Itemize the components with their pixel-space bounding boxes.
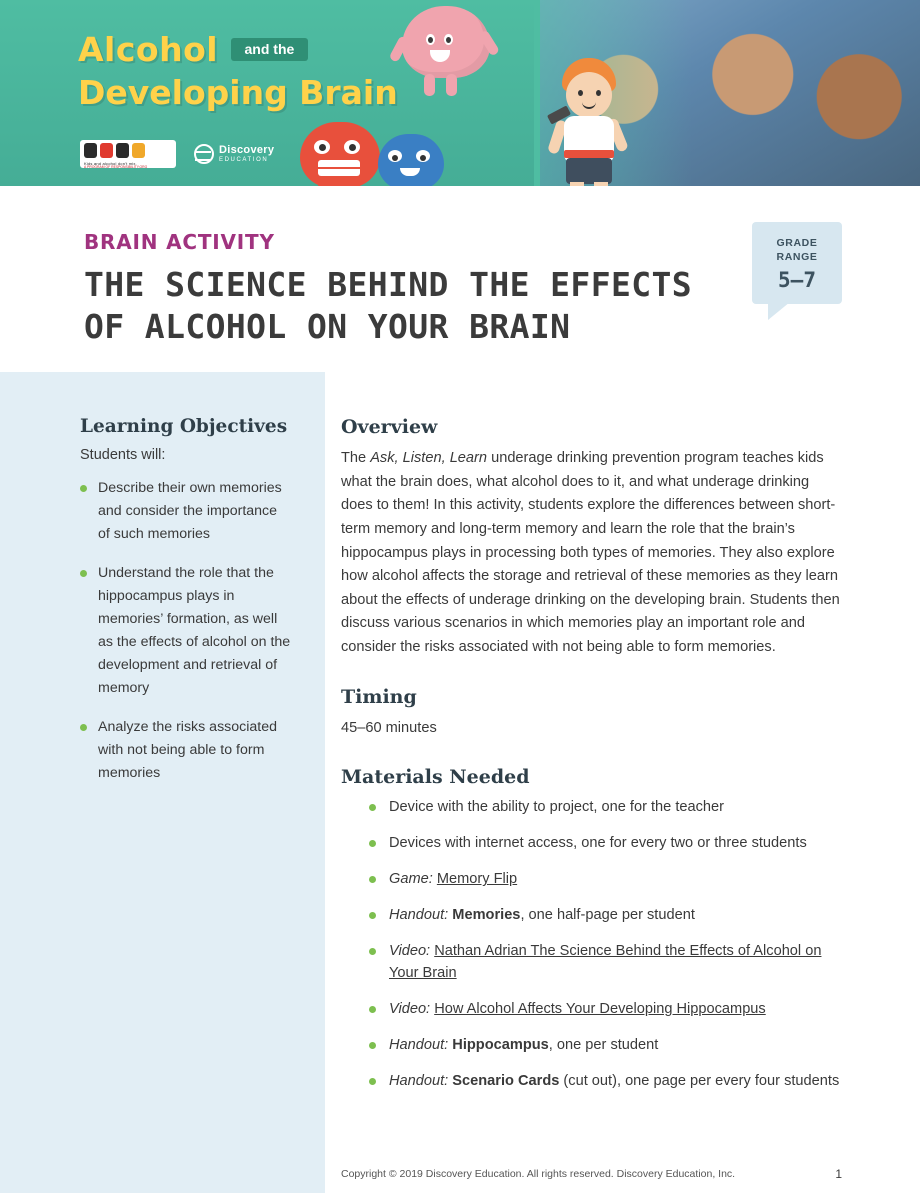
overview-paragraph — [341, 447, 842, 660]
main-column — [325, 372, 920, 1193]
list-item — [369, 941, 842, 985]
logo-caption: Kids and alcohol don't mix. — [84, 161, 137, 166]
brain-leg-left — [424, 74, 435, 96]
blue-eye-left — [388, 150, 402, 162]
list-item — [369, 833, 842, 855]
banner-logos — [80, 140, 274, 168]
banner-title-badge-andthe: and the — [231, 38, 309, 61]
material-text: Devices with internet access, one for every two or three students — [389, 835, 807, 852]
sidebar-heading: Learning Objectives — [80, 416, 288, 437]
list-item — [369, 797, 842, 819]
boy-eye-left — [578, 90, 583, 96]
material-label: Game: — [389, 871, 433, 888]
blue-blob-character-illustration — [378, 134, 444, 186]
brain-character-illustration — [388, 6, 506, 102]
material-label: Handout: — [389, 1036, 449, 1053]
section-eyebrow: BRAIN ACTIVITY — [84, 230, 275, 254]
overview-program-name: Ask, Listen, Learn — [370, 450, 488, 466]
material-name: Scenario Cards — [452, 1072, 560, 1089]
red-mouth — [318, 160, 360, 176]
material-link[interactable]: How Alcohol Affects Your Developing Hippocampus — [434, 1000, 766, 1017]
material-name: Hippocampus — [452, 1036, 549, 1053]
red-blob-character-illustration — [300, 122, 380, 186]
overview-text-part1: The — [341, 450, 371, 466]
materials-heading: Materials Needed — [341, 766, 530, 789]
timing-value: 45–60 minutes — [341, 719, 437, 736]
timing-heading: Timing — [341, 685, 417, 708]
materials-list — [341, 797, 842, 1092]
banner-title-word-alcohol: Alcohol — [78, 30, 219, 69]
material-label: Video: — [389, 942, 431, 959]
list-item: Analyze the risks associated with not being able to form memories — [80, 716, 291, 785]
red-eye-right — [344, 140, 360, 154]
material-link[interactable]: Memory Flip — [436, 871, 518, 888]
globe-icon — [194, 144, 214, 164]
material-text: (cut out), one page per every four students — [559, 1072, 840, 1089]
discovery-education-logo-text — [219, 145, 274, 163]
grade-range-badge — [752, 222, 842, 304]
grade-range-label: GRADE RANGE — [776, 237, 818, 264]
material-name: Memories — [452, 907, 521, 924]
title-section — [0, 186, 920, 372]
boy-shorts — [566, 158, 612, 184]
blue-mouth — [400, 168, 420, 176]
list-item — [369, 869, 842, 891]
list-item — [369, 905, 842, 927]
page-header-banner — [0, 0, 920, 186]
material-text: , one per student — [548, 1036, 659, 1053]
page-number: 1 — [835, 1167, 842, 1181]
copyright-text: Copyright © 2019 Discovery Education. All rights reserved. Discovery Education, Inc. — [341, 1168, 736, 1180]
grade-range-value: 5–7 — [778, 268, 816, 293]
material-text: , one half-page per student — [520, 907, 695, 924]
list-item — [369, 1035, 842, 1057]
material-label: Video: — [389, 1000, 431, 1017]
list-item: Understand the role that the hippocampus plays in memories’ formation, as well as the effects of alcohol on the development and retrieval of memory — [80, 562, 291, 700]
content-area — [0, 372, 920, 1193]
de-logo-line1: Discovery — [219, 144, 275, 157]
sidebar-intro: Students will: — [80, 447, 166, 463]
red-eye-left — [314, 140, 330, 154]
boy-eye-right — [596, 90, 601, 96]
ask-listen-learn-logo — [80, 140, 176, 168]
boy-head — [566, 72, 612, 118]
page-footer — [0, 1155, 920, 1193]
discovery-education-logo — [194, 144, 274, 164]
overview-heading: Overview — [341, 416, 438, 438]
list-item: Describe their own memories and consider the importance of such memories — [80, 477, 291, 546]
list-item — [369, 999, 842, 1021]
banner-title-line2: Developing Brain — [78, 73, 398, 112]
overview-text-part2: underage drinking prevention program teaches kids what the brain does, what alcohol does to it, and what underage drinking does to them! In this activity, students explore the differences between short-term memory and long-term memory and learn the role that the brain’s hippocampus plays in processing both types of memories. They also explore how alcohol affects the storage and retrieval of these memories as they learn about the effects of underage drinking on the developing brain. Students then discuss various scenarios in which memories play an important role and consider the risks associated with not being able to form memories. — [341, 450, 840, 656]
brain-leg-right — [446, 74, 457, 96]
brain-eye-right — [444, 34, 453, 45]
material-label: Handout: — [389, 907, 449, 924]
list-item — [369, 1071, 842, 1093]
learning-objectives-sidebar — [0, 372, 325, 1193]
logo-faces-icon — [84, 143, 145, 158]
objectives-list — [80, 477, 291, 785]
boy-shirt-stripe — [564, 150, 614, 158]
boy-character-illustration — [546, 58, 632, 186]
logo-subcaption: A PROGRAM OF RESPONSIBILITY.ORG — [84, 165, 148, 168]
material-label: Handout: — [389, 1072, 449, 1089]
de-logo-line2: EDUCATION — [219, 156, 269, 163]
material-link[interactable]: Nathan Adrian The Science Behind the Effects of Alcohol on Your Brain — [389, 942, 822, 981]
material-text: Device with the ability to project, one for the teacher — [389, 799, 725, 816]
blue-eye-right — [416, 150, 430, 162]
page-title: THE SCIENCE BEHIND THE EFFECTS OF ALCOHOL ON YOUR BRAIN — [84, 265, 693, 347]
brain-eye-left — [426, 34, 435, 45]
